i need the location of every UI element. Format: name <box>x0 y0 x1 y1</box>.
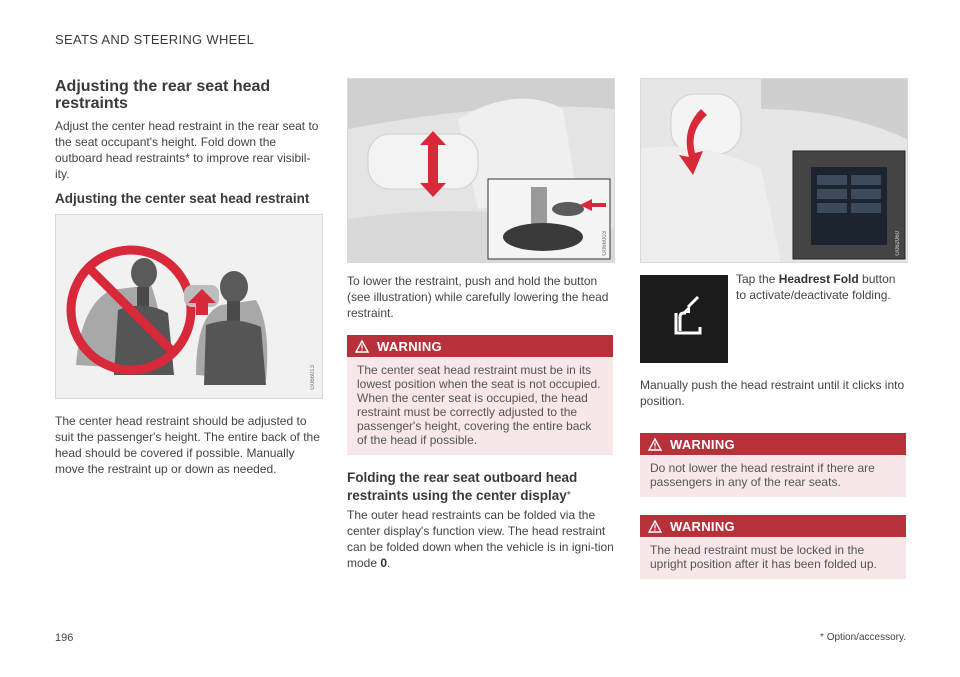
option-asterisk-2: * <box>566 490 571 501</box>
lower-restraint-body: To lower the restraint, push and hold the button (see illustration) while carefully lowering the head restraint. <box>347 274 609 320</box>
folding-body <box>347 507 615 571</box>
warning-header-3 <box>640 515 906 537</box>
column-2 <box>347 78 615 571</box>
illustration-svg <box>56 215 322 398</box>
fold-restraint-illustration <box>640 78 908 263</box>
illustration-svg-2 <box>348 79 614 262</box>
person-head-right <box>220 271 248 303</box>
person-neck-right <box>227 301 240 323</box>
page-title: Adjusting the rear seat head restraints <box>55 78 271 112</box>
warning-label-3: WARNING <box>670 518 735 534</box>
column-1 <box>55 78 323 477</box>
warning-header <box>347 335 613 357</box>
warning-header-2 <box>640 433 906 455</box>
figure-code-3: G062060 <box>895 231 901 256</box>
headrest-fold-row <box>640 272 908 363</box>
footnote-text: Option/accessory. <box>823 632 906 643</box>
illustration-svg-3 <box>641 79 907 262</box>
warning-box-center <box>347 335 613 455</box>
person-body-right <box>204 320 266 385</box>
display-tile <box>817 189 847 199</box>
footnote <box>760 632 906 643</box>
warning-triangle-icon <box>648 520 662 533</box>
column-3 <box>640 78 908 579</box>
lower-restraint-illustration <box>347 78 615 263</box>
tap-instruction <box>736 271 908 303</box>
folding-body-end: . <box>387 556 391 570</box>
warning-triangle-icon <box>648 438 662 451</box>
warning-box-locked <box>640 515 906 579</box>
headrest-fold-label: Headrest Fold <box>778 272 859 286</box>
manual-push-body: Manually push the head restraint until it clicks into position. <box>640 378 905 408</box>
tap-text: Tap the <box>736 272 779 286</box>
display-tile <box>817 203 847 213</box>
warning-text-2: Do not lower the head restraint if there are passengers in any of the rear seats. <box>640 455 906 497</box>
section-header: SEATS AND STEERING WHEEL <box>55 32 255 47</box>
release-button <box>552 202 584 216</box>
section-subtitle-folding <box>347 469 615 505</box>
center-restraint-body: The center head restraint should be adjusted to suit the passenger's height. The entire back of the head should be covered if possible. Manually move the restraint up or down as needed. <box>55 414 320 476</box>
headrest-fold-button-image <box>640 275 728 363</box>
folding-title-text: Folding the rear seat outboard head restraints using the center display <box>347 470 578 503</box>
warning-label-2: WARNING <box>670 436 735 452</box>
tap-text-end: button to activate/deactivate folding. <box>736 272 896 302</box>
display-tile <box>851 175 881 185</box>
person-head <box>131 258 157 288</box>
ignition-mode-value: 0 <box>380 556 388 570</box>
figure-code: G066013 <box>310 365 316 390</box>
intro-paragraph <box>55 118 323 182</box>
figure-code-2: G066003 <box>602 231 608 256</box>
warning-box-passengers <box>640 433 906 497</box>
folding-body-text: The outer head restraints can be folded via the center display's function view. The head restraint can be folded down when the vehicle is in igni-tion mode <box>347 508 614 570</box>
warning-text-3: The head restraint must be locked in the upright position after it has been folded up. <box>640 537 906 579</box>
head-restraint-3 <box>671 94 741 154</box>
footnote-asterisk: * <box>820 632 824 643</box>
warning-label: WARNING <box>377 338 442 354</box>
button-base <box>503 223 583 251</box>
page-number: 196 <box>55 632 74 644</box>
display-tile <box>851 189 881 199</box>
display-tile <box>851 203 881 213</box>
intro-text: Adjust the center head restraint in the rear seat to the seat occupant's height. Fold down the outboard head restraints <box>55 119 319 165</box>
display-tile <box>817 175 847 185</box>
headrest-fold-icon <box>640 275 728 363</box>
warning-text: The center seat head restraint must be in its lowest position when the seat is not occupied. When the center seat is occupied, the head restraint must be correctly adjusted to the passenger's height, covering the entire back of the head if possible. <box>347 357 613 455</box>
section-subtitle-center: Adjusting the center seat head restraint <box>55 191 310 206</box>
option-asterisk: * <box>185 151 190 165</box>
intro-text-end: to improve rear visibil-ity. <box>55 151 311 181</box>
center-restraint-illustration <box>55 214 323 399</box>
warning-triangle-icon <box>355 340 369 353</box>
